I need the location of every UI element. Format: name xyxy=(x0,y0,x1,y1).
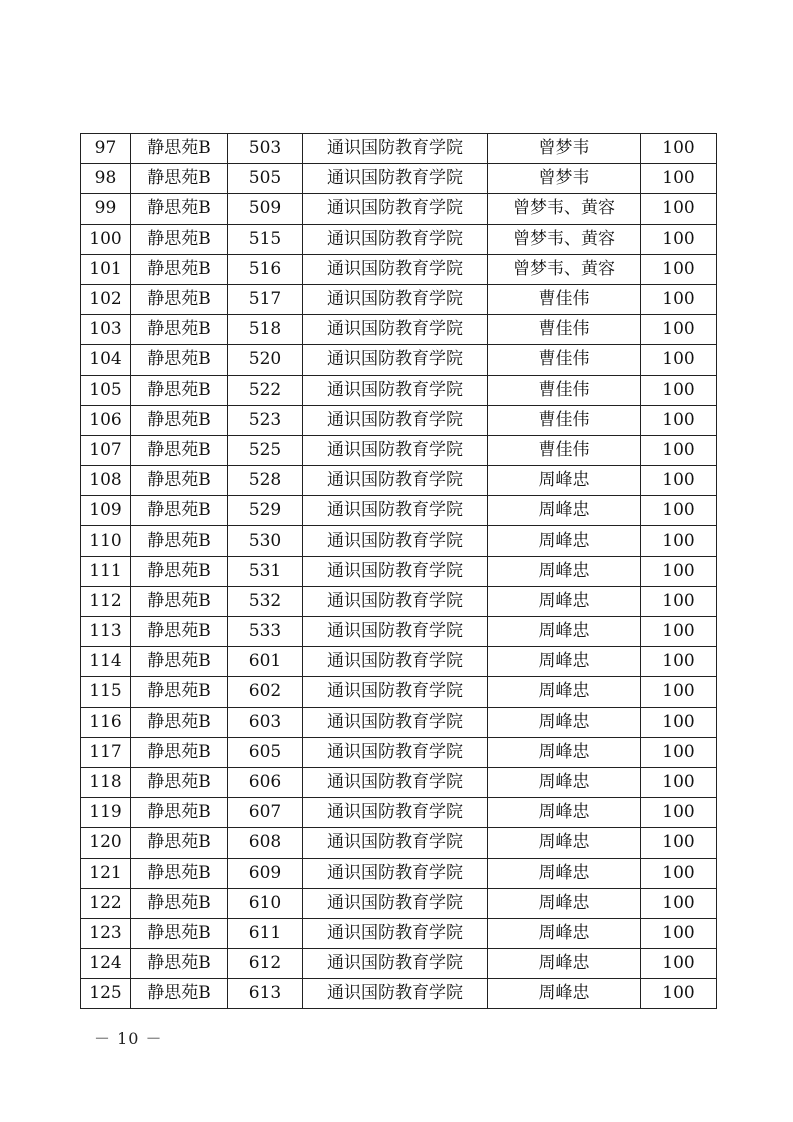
staff-name-cell: 周峰忠 xyxy=(488,798,641,828)
room-number-cell: 520 xyxy=(228,345,303,375)
building-cell: 静思苑B xyxy=(131,556,228,586)
building-cell: 静思苑B xyxy=(131,918,228,948)
row-number-cell: 100 xyxy=(81,224,131,254)
building-cell: 静思苑B xyxy=(131,798,228,828)
building-cell: 静思苑B xyxy=(131,707,228,737)
score-cell: 100 xyxy=(641,254,717,284)
row-number-cell: 104 xyxy=(81,345,131,375)
room-number-cell: 613 xyxy=(228,979,303,1009)
row-number-cell: 109 xyxy=(81,496,131,526)
row-number-cell: 114 xyxy=(81,647,131,677)
score-cell: 100 xyxy=(641,737,717,767)
row-number-cell: 105 xyxy=(81,375,131,405)
table-row xyxy=(81,435,717,465)
row-number-cell: 108 xyxy=(81,466,131,496)
college-cell: 通识国防教育学院 xyxy=(303,918,488,948)
score-cell: 100 xyxy=(641,375,717,405)
college-cell: 通识国防教育学院 xyxy=(303,617,488,647)
room-number-cell: 509 xyxy=(228,194,303,224)
staff-name-cell: 周峰忠 xyxy=(488,556,641,586)
building-cell: 静思苑B xyxy=(131,284,228,314)
room-number-cell: 530 xyxy=(228,526,303,556)
score-cell: 100 xyxy=(641,345,717,375)
building-cell: 静思苑B xyxy=(131,254,228,284)
college-cell: 通识国防教育学院 xyxy=(303,194,488,224)
score-cell: 100 xyxy=(641,828,717,858)
table-row xyxy=(81,858,717,888)
score-cell: 100 xyxy=(641,918,717,948)
room-number-cell: 533 xyxy=(228,617,303,647)
staff-name-cell: 曹佳伟 xyxy=(488,315,641,345)
score-cell: 100 xyxy=(641,284,717,314)
college-cell: 通识国防教育学院 xyxy=(303,858,488,888)
college-cell: 通识国防教育学院 xyxy=(303,707,488,737)
score-cell: 100 xyxy=(641,677,717,707)
college-cell: 通识国防教育学院 xyxy=(303,677,488,707)
staff-name-cell: 周峰忠 xyxy=(488,949,641,979)
staff-name-cell: 曹佳伟 xyxy=(488,405,641,435)
staff-name-cell: 周峰忠 xyxy=(488,888,641,918)
room-number-cell: 528 xyxy=(228,466,303,496)
table-body xyxy=(81,134,717,1009)
room-number-cell: 611 xyxy=(228,918,303,948)
row-number-cell: 120 xyxy=(81,828,131,858)
table-row xyxy=(81,315,717,345)
building-cell: 静思苑B xyxy=(131,224,228,254)
college-cell: 通识国防教育学院 xyxy=(303,979,488,1009)
table-row xyxy=(81,767,717,797)
row-number-cell: 119 xyxy=(81,798,131,828)
college-cell: 通识国防教育学院 xyxy=(303,737,488,767)
college-cell: 通识国防教育学院 xyxy=(303,526,488,556)
room-number-cell: 532 xyxy=(228,586,303,616)
row-number-cell: 102 xyxy=(81,284,131,314)
row-number-cell: 118 xyxy=(81,767,131,797)
college-cell: 通识国防教育学院 xyxy=(303,496,488,526)
college-cell: 通识国防教育学院 xyxy=(303,375,488,405)
score-cell: 100 xyxy=(641,949,717,979)
row-number-cell: 122 xyxy=(81,888,131,918)
staff-name-cell: 周峰忠 xyxy=(488,647,641,677)
score-cell: 100 xyxy=(641,798,717,828)
building-cell: 静思苑B xyxy=(131,888,228,918)
row-number-cell: 113 xyxy=(81,617,131,647)
score-cell: 100 xyxy=(641,466,717,496)
college-cell: 通识国防教育学院 xyxy=(303,767,488,797)
building-cell: 静思苑B xyxy=(131,677,228,707)
staff-name-cell: 周峰忠 xyxy=(488,979,641,1009)
staff-name-cell: 曾梦韦、黄容 xyxy=(488,194,641,224)
row-number-cell: 123 xyxy=(81,918,131,948)
staff-name-cell: 周峰忠 xyxy=(488,526,641,556)
table-row xyxy=(81,496,717,526)
building-cell: 静思苑B xyxy=(131,767,228,797)
dormitory-score-table xyxy=(80,133,717,1009)
building-cell: 静思苑B xyxy=(131,617,228,647)
building-cell: 静思苑B xyxy=(131,164,228,194)
room-number-cell: 602 xyxy=(228,677,303,707)
score-cell: 100 xyxy=(641,617,717,647)
room-number-cell: 609 xyxy=(228,858,303,888)
staff-name-cell: 曹佳伟 xyxy=(488,345,641,375)
college-cell: 通识国防教育学院 xyxy=(303,164,488,194)
row-number-cell: 110 xyxy=(81,526,131,556)
staff-name-cell: 周峰忠 xyxy=(488,586,641,616)
staff-name-cell: 曾梦韦、黄容 xyxy=(488,224,641,254)
room-number-cell: 605 xyxy=(228,737,303,767)
table-row xyxy=(81,949,717,979)
staff-name-cell: 曾梦韦、黄容 xyxy=(488,254,641,284)
staff-name-cell: 曾梦韦 xyxy=(488,164,641,194)
table-row xyxy=(81,194,717,224)
room-number-cell: 516 xyxy=(228,254,303,284)
college-cell: 通识国防教育学院 xyxy=(303,345,488,375)
score-cell: 100 xyxy=(641,586,717,616)
room-number-cell: 601 xyxy=(228,647,303,677)
table-row xyxy=(81,677,717,707)
building-cell: 静思苑B xyxy=(131,405,228,435)
staff-name-cell: 周峰忠 xyxy=(488,918,641,948)
college-cell: 通识国防教育学院 xyxy=(303,556,488,586)
row-number-cell: 101 xyxy=(81,254,131,284)
table-row xyxy=(81,526,717,556)
college-cell: 通识国防教育学院 xyxy=(303,949,488,979)
table-row xyxy=(81,254,717,284)
score-cell: 100 xyxy=(641,315,717,345)
building-cell: 静思苑B xyxy=(131,466,228,496)
score-cell: 100 xyxy=(641,556,717,586)
row-number-cell: 125 xyxy=(81,979,131,1009)
row-number-cell: 116 xyxy=(81,707,131,737)
staff-name-cell: 周峰忠 xyxy=(488,737,641,767)
table-row xyxy=(81,979,717,1009)
table-row xyxy=(81,888,717,918)
table-row xyxy=(81,405,717,435)
score-cell: 100 xyxy=(641,435,717,465)
row-number-cell: 124 xyxy=(81,949,131,979)
table-row xyxy=(81,345,717,375)
room-number-cell: 529 xyxy=(228,496,303,526)
table-row xyxy=(81,375,717,405)
staff-name-cell: 曹佳伟 xyxy=(488,284,641,314)
college-cell: 通识国防教育学院 xyxy=(303,405,488,435)
score-cell: 100 xyxy=(641,888,717,918)
score-cell: 100 xyxy=(641,224,717,254)
row-number-cell: 121 xyxy=(81,858,131,888)
staff-name-cell: 周峰忠 xyxy=(488,677,641,707)
room-number-cell: 517 xyxy=(228,284,303,314)
row-number-cell: 107 xyxy=(81,435,131,465)
table-row xyxy=(81,466,717,496)
room-number-cell: 606 xyxy=(228,767,303,797)
table-row xyxy=(81,828,717,858)
room-number-cell: 531 xyxy=(228,556,303,586)
row-number-cell: 106 xyxy=(81,405,131,435)
staff-name-cell: 周峰忠 xyxy=(488,767,641,797)
college-cell: 通识国防教育学院 xyxy=(303,466,488,496)
college-cell: 通识国防教育学院 xyxy=(303,647,488,677)
college-cell: 通识国防教育学院 xyxy=(303,435,488,465)
table-row xyxy=(81,737,717,767)
row-number-cell: 103 xyxy=(81,315,131,345)
row-number-cell: 97 xyxy=(81,134,131,164)
college-cell: 通识国防教育学院 xyxy=(303,254,488,284)
room-number-cell: 515 xyxy=(228,224,303,254)
building-cell: 静思苑B xyxy=(131,435,228,465)
staff-name-cell: 周峰忠 xyxy=(488,496,641,526)
score-cell: 100 xyxy=(641,134,717,164)
college-cell: 通识国防教育学院 xyxy=(303,586,488,616)
score-cell: 100 xyxy=(641,707,717,737)
room-number-cell: 503 xyxy=(228,134,303,164)
college-cell: 通识国防教育学院 xyxy=(303,284,488,314)
room-number-cell: 505 xyxy=(228,164,303,194)
staff-name-cell: 周峰忠 xyxy=(488,858,641,888)
table-row xyxy=(81,918,717,948)
college-cell: 通识国防教育学院 xyxy=(303,134,488,164)
score-cell: 100 xyxy=(641,979,717,1009)
table-row xyxy=(81,798,717,828)
score-cell: 100 xyxy=(641,858,717,888)
staff-name-cell: 周峰忠 xyxy=(488,828,641,858)
row-number-cell: 111 xyxy=(81,556,131,586)
room-number-cell: 523 xyxy=(228,405,303,435)
room-number-cell: 608 xyxy=(228,828,303,858)
staff-name-cell: 周峰忠 xyxy=(488,466,641,496)
table-row xyxy=(81,284,717,314)
building-cell: 静思苑B xyxy=(131,647,228,677)
college-cell: 通识国防教育学院 xyxy=(303,888,488,918)
building-cell: 静思苑B xyxy=(131,526,228,556)
table-row xyxy=(81,224,717,254)
college-cell: 通识国防教育学院 xyxy=(303,828,488,858)
staff-name-cell: 曹佳伟 xyxy=(488,375,641,405)
building-cell: 静思苑B xyxy=(131,194,228,224)
score-cell: 100 xyxy=(641,405,717,435)
room-number-cell: 610 xyxy=(228,888,303,918)
score-cell: 100 xyxy=(641,194,717,224)
building-cell: 静思苑B xyxy=(131,315,228,345)
room-number-cell: 518 xyxy=(228,315,303,345)
score-cell: 100 xyxy=(641,496,717,526)
staff-name-cell: 曹佳伟 xyxy=(488,435,641,465)
college-cell: 通识国防教育学院 xyxy=(303,315,488,345)
room-number-cell: 612 xyxy=(228,949,303,979)
building-cell: 静思苑B xyxy=(131,737,228,767)
score-cell: 100 xyxy=(641,526,717,556)
room-number-cell: 522 xyxy=(228,375,303,405)
row-number-cell: 99 xyxy=(81,194,131,224)
building-cell: 静思苑B xyxy=(131,949,228,979)
table-row xyxy=(81,134,717,164)
building-cell: 静思苑B xyxy=(131,979,228,1009)
college-cell: 通识国防教育学院 xyxy=(303,798,488,828)
college-cell: 通识国防教育学院 xyxy=(303,224,488,254)
score-cell: 100 xyxy=(641,164,717,194)
building-cell: 静思苑B xyxy=(131,586,228,616)
staff-name-cell: 周峰忠 xyxy=(488,617,641,647)
table-row xyxy=(81,586,717,616)
row-number-cell: 115 xyxy=(81,677,131,707)
building-cell: 静思苑B xyxy=(131,828,228,858)
table-row xyxy=(81,707,717,737)
building-cell: 静思苑B xyxy=(131,375,228,405)
room-number-cell: 603 xyxy=(228,707,303,737)
table-row xyxy=(81,556,717,586)
score-cell: 100 xyxy=(641,767,717,797)
table-row xyxy=(81,617,717,647)
table-row xyxy=(81,647,717,677)
row-number-cell: 98 xyxy=(81,164,131,194)
staff-name-cell: 周峰忠 xyxy=(488,707,641,737)
row-number-cell: 112 xyxy=(81,586,131,616)
table-row xyxy=(81,164,717,194)
score-cell: 100 xyxy=(641,647,717,677)
row-number-cell: 117 xyxy=(81,737,131,767)
page-number: － 10 － xyxy=(94,1029,163,1048)
staff-name-cell: 曾梦韦 xyxy=(488,134,641,164)
building-cell: 静思苑B xyxy=(131,858,228,888)
room-number-cell: 525 xyxy=(228,435,303,465)
building-cell: 静思苑B xyxy=(131,134,228,164)
building-cell: 静思苑B xyxy=(131,496,228,526)
building-cell: 静思苑B xyxy=(131,345,228,375)
room-number-cell: 607 xyxy=(228,798,303,828)
